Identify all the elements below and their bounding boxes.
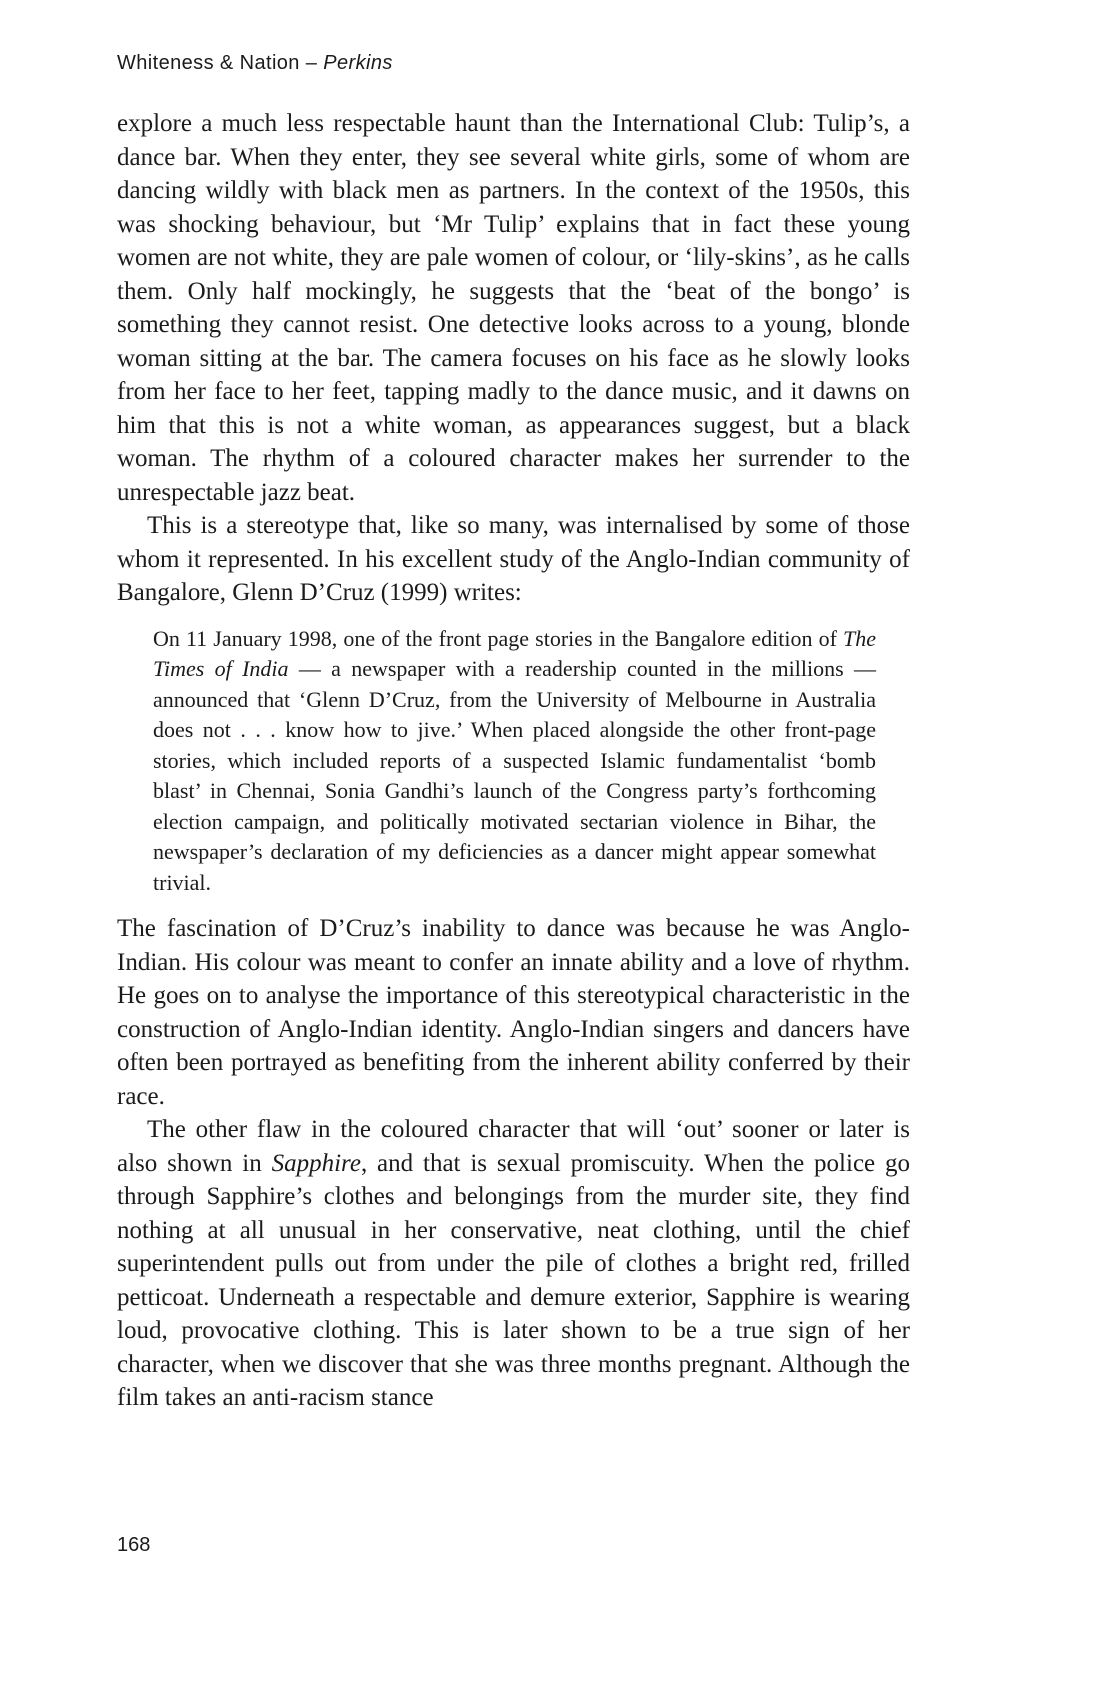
block-quote: On 11 January 1998, one of the front page stories in the Bangalore edition of The Times of India — a newspaper with a readership counted in the millions — announced that ‘Glenn D’Cruz, from the University of Melbourne in Australia does not . . . know how to jive.’ When placed alongside the other front-page stories, which included reports of a suspected Islamic fundamentalist ‘bomb blast’ in Chennai, Sonia Gandhi’s launch of the Congress party’s forthcoming election campaign, and politically motivated sectarian violence in Bihar, the newspaper’s declaration of my deficiencies as a dancer might appear somewhat trivial. [153,625,876,895]
running-header: Whiteness & Nation – Perkins [117,52,393,74]
paragraph-3: The fascination of D’Cruz’s inability to dance was because he was Anglo-Indian. His colour was meant to confer an innate ability and a love of rhythm. He goes on to analyse the importance of this stereotypical characteristic in the construction of Anglo-Indian identity. Anglo-Indian singers and dancers have often been portrayed as benefiting from the inherent ability conferred by their race. [117,915,910,1110]
page-number: 168 [117,1534,151,1556]
paragraph-4: The other flaw in the coloured character that will ‘out’ sooner or later is also shown in Sapphire, and that is sexual promiscuity. When the police go through Sapphire’s clothes and belongings from the murder site, they find nothing at all unusual in her conservative, neat clothing, until the chief superintendent pulls out from under the pile of clothes a bright red, frilled petticoat. Underneath a respectable and demure exterior, Sapphire is wearing loud, provocative clothing. This is later shown to be a true sign of her character, when we discover that she was three months pregnant. Although the film takes an anti-racism stance [117,1116,910,1411]
page-body [117,107,910,1415]
paragraph-1: explore a much less respectable haunt than the International Club: Tulip’s, a dance bar. When they enter, they see several white girls, some of whom are dancing wildly with black men as partners. In the context of the 1950s, this was shocking behaviour, but ‘Mr Tulip’ explains that in fact these young women are not white, they are pale women of colour, or ‘lily-skins’, as he calls them. Only half mockingly, he suggests that the ‘beat of the bongo’ is something they cannot resist. One detective looks across to a young, blonde woman sitting at the bar. The camera focuses on his face as he slowly looks from her face to her feet, tapping madly to the dance music, and it dawns on him that this is not a white woman, as appearances suggest, but a black woman. The rhythm of a coloured character makes her surrender to the unrespectable jazz beat. [117,110,910,506]
paragraph-2: This is a stereotype that, like so many, was internalised by some of those whom it represented. In his excellent study of the Anglo-Indian community of Bangalore, Glenn D’Cruz (1999) writes: [117,512,910,606]
